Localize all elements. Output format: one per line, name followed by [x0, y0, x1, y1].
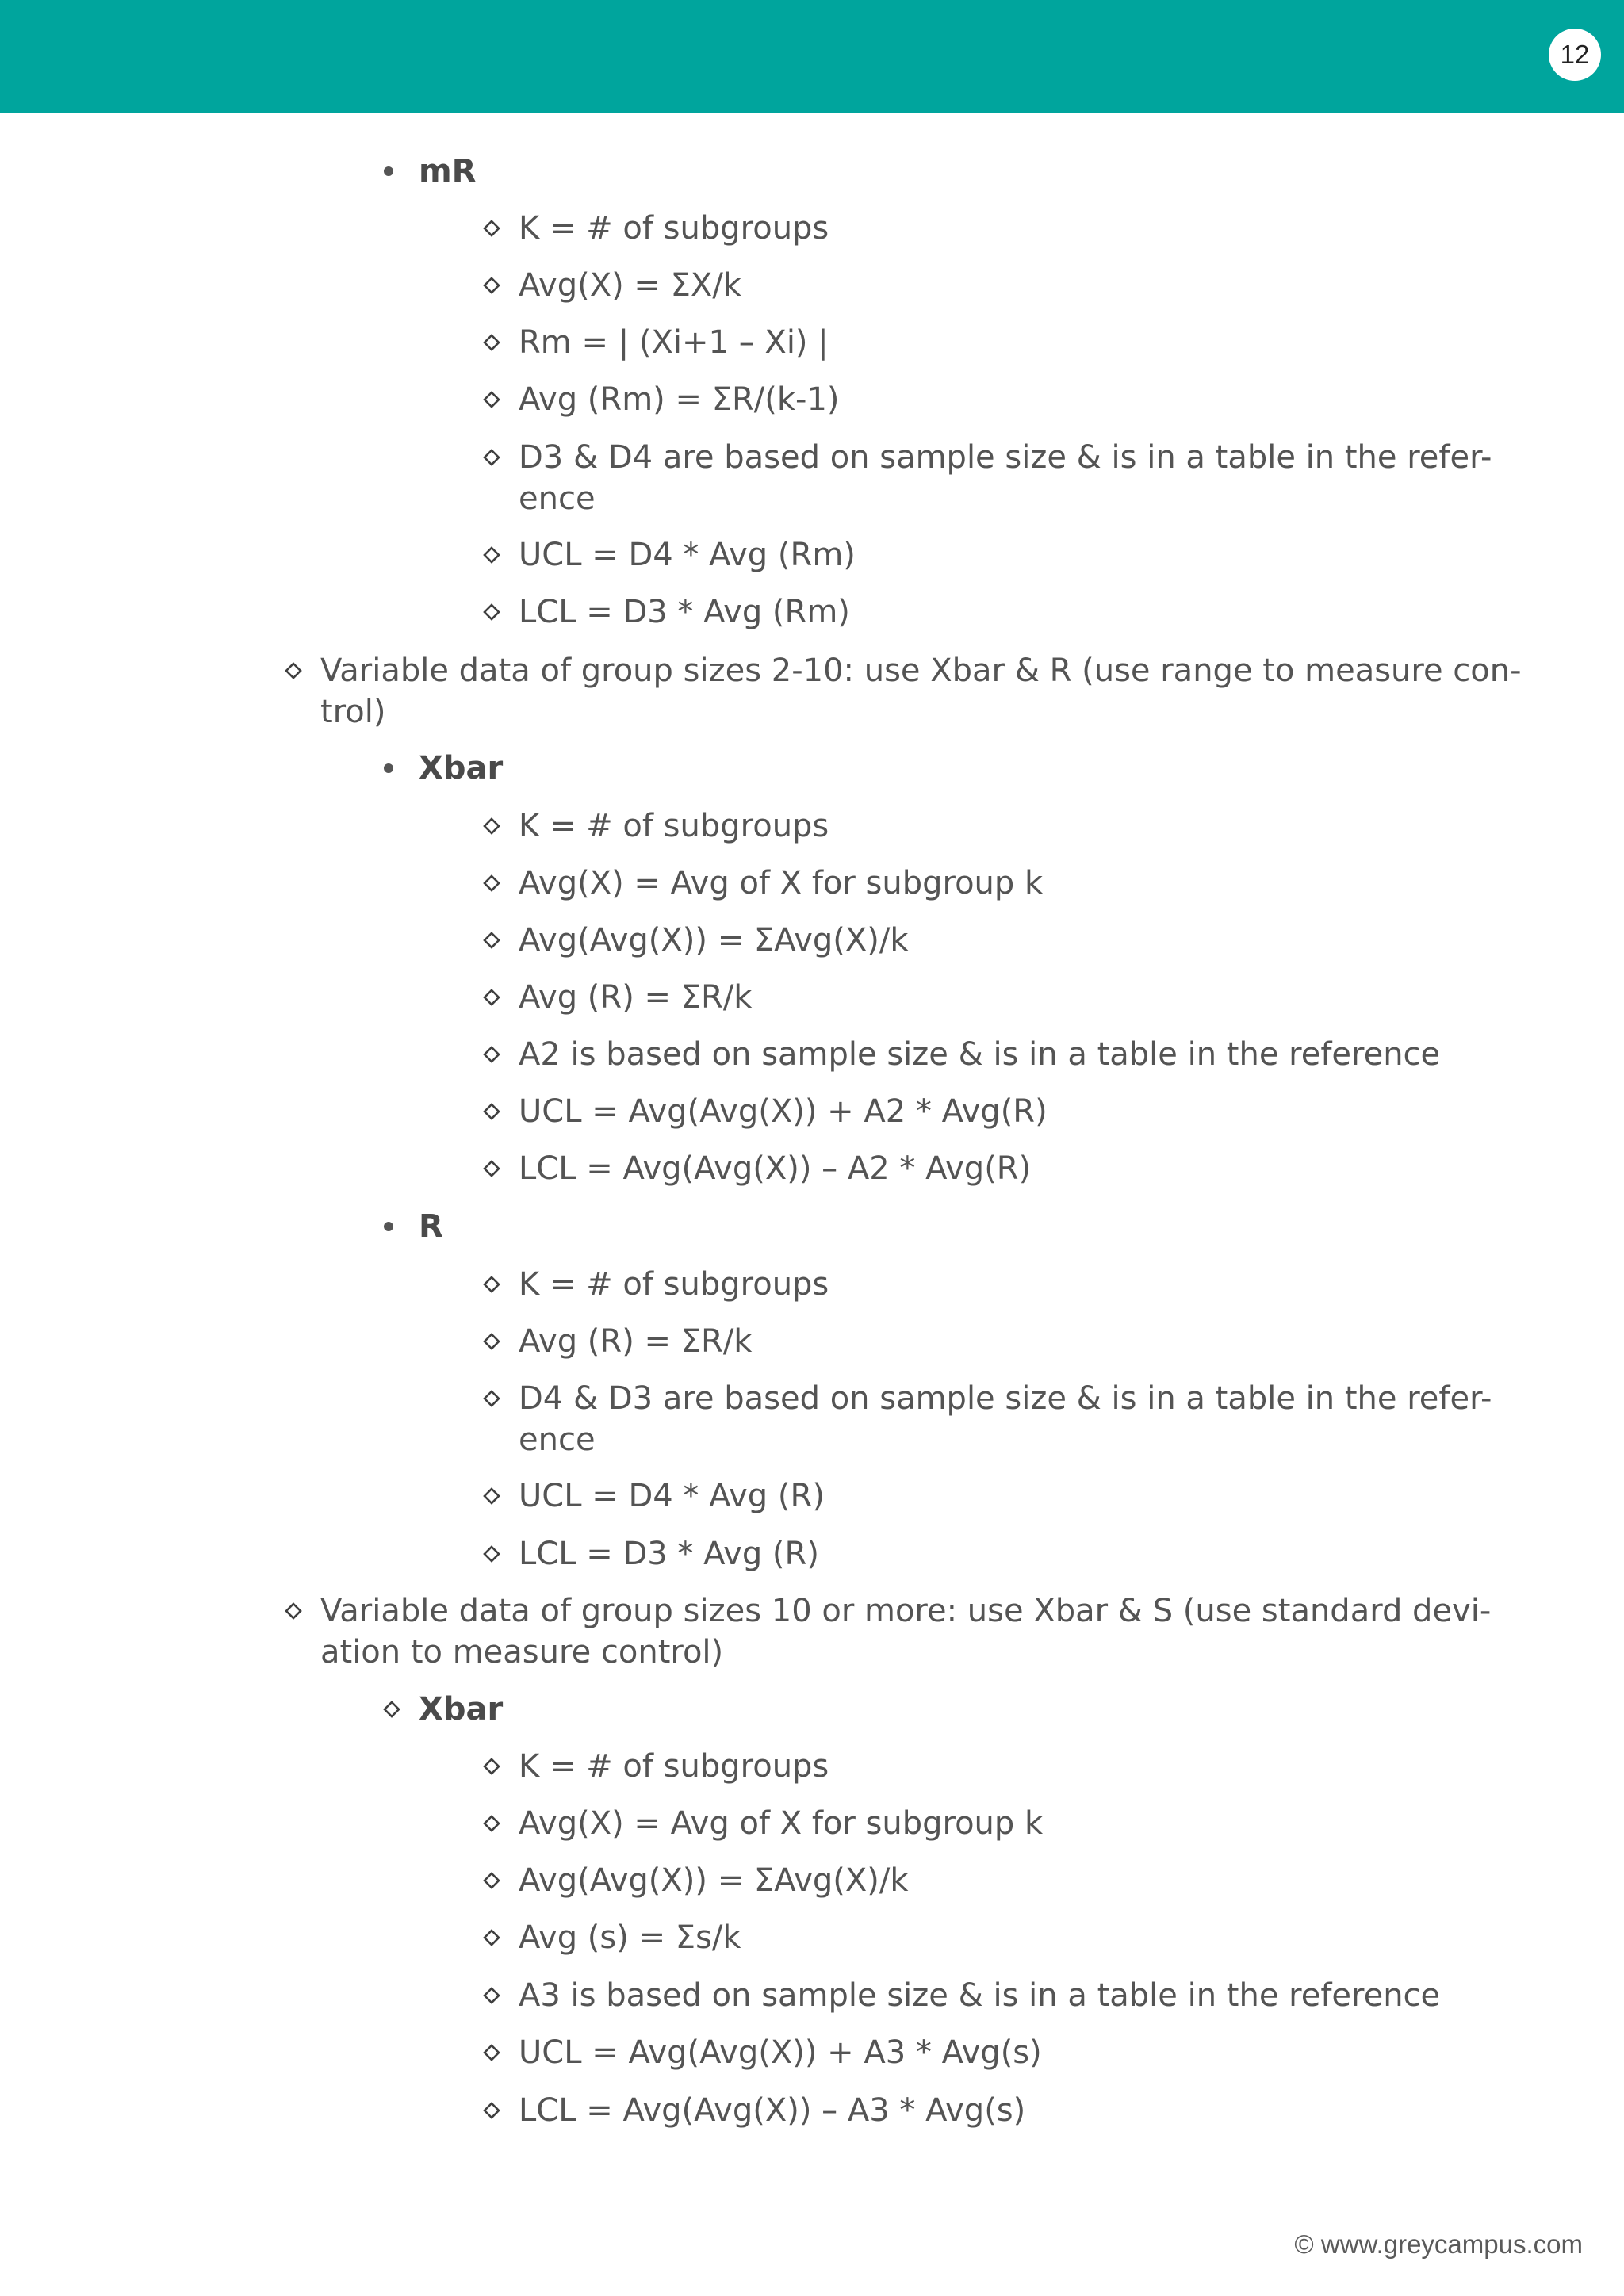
list-item-text: K = # of subgroups — [519, 1266, 829, 1303]
list-item — [519, 1321, 752, 1362]
list-item — [519, 863, 1043, 904]
footer-copyright: © www.greycampus.com — [1294, 2229, 1583, 2259]
list-item-text: LCL = Avg(Avg(X)) – A2 * Avg(R) — [519, 1150, 1032, 1187]
list-item — [519, 1378, 1492, 1460]
list-item — [519, 977, 752, 1018]
list-item-text: Xbar — [419, 1691, 504, 1728]
list-item-text: UCL = D4 * Avg (Rm) — [519, 537, 856, 573]
list-item-text: UCL = Avg(Avg(X)) + A2 * Avg(R) — [519, 1093, 1048, 1130]
diamond-bullet-icon — [476, 1803, 508, 1844]
list-item-text-continued: trol) — [320, 694, 386, 730]
page-number-badge: 12 — [1549, 29, 1601, 81]
diamond-bullet-icon — [476, 1321, 508, 1362]
list-item — [519, 920, 909, 961]
list-item — [519, 1148, 1031, 1189]
list-item — [519, 1264, 829, 1305]
list-item-text: K = # of subgroups — [519, 1748, 829, 1785]
list-item — [519, 379, 840, 420]
list-item-text-continued: ence — [519, 1422, 596, 1458]
list-item — [519, 1803, 1043, 1844]
diamond-bullet-icon — [476, 1860, 508, 1901]
list-item-text: Avg (Rm) = ΣR/(k-1) — [519, 381, 840, 418]
diamond-bullet-icon — [476, 1264, 508, 1305]
list-heading — [419, 748, 503, 789]
list-item-text: LCL = D3 * Avg (Rm) — [519, 594, 850, 630]
list-item — [320, 1590, 1491, 1673]
list-heading — [419, 1206, 443, 1247]
list-item-text: Xbar — [419, 750, 504, 786]
list-item — [519, 1475, 825, 1517]
list-item-text: Avg (s) = Σs/k — [519, 1919, 741, 1956]
list-item — [519, 1746, 829, 1787]
diamond-bullet-icon — [476, 265, 508, 306]
list-item — [519, 806, 829, 847]
diamond-bullet-icon — [278, 1590, 309, 1632]
list-item-text: K = # of subgroups — [519, 808, 829, 844]
list-item-text: Variable data of group sizes 10 or more: use Xbar & S (use standard devi- — [320, 1593, 1492, 1629]
diamond-bullet-icon — [476, 322, 508, 363]
list-item-text: LCL = Avg(Avg(X)) – A3 * Avg(s) — [519, 2092, 1026, 2129]
list-item-text: Avg(X) = Avg of X for subgroup k — [519, 1805, 1044, 1842]
diamond-bullet-icon — [476, 920, 508, 961]
diamond-bullet-icon — [476, 1533, 508, 1575]
list-item-text: R — [419, 1208, 443, 1245]
diamond-bullet-icon — [476, 591, 508, 633]
diamond-bullet-icon — [476, 1917, 508, 1958]
list-item-text: K = # of subgroups — [519, 210, 829, 247]
diamond-bullet-icon — [476, 2090, 508, 2131]
list-item — [519, 591, 850, 633]
list-item — [519, 1975, 1440, 2016]
list-item — [519, 1860, 909, 1901]
list-item-text-continued: ence — [519, 480, 596, 517]
list-item-text: LCL = D3 * Avg (R) — [519, 1536, 819, 1572]
list-item-text: Avg (R) = ΣR/k — [519, 979, 753, 1016]
diamond-bullet-icon — [476, 2032, 508, 2073]
diamond-bullet-icon — [476, 1475, 508, 1517]
list-item — [519, 322, 829, 363]
list-item — [519, 2032, 1042, 2073]
diamond-bullet-icon — [476, 437, 508, 478]
diamond-bullet-icon — [476, 1975, 508, 2016]
list-item — [519, 208, 829, 249]
list-item — [519, 2090, 1025, 2131]
list-item-text: Avg(X) = Avg of X for subgroup k — [519, 865, 1044, 901]
list-heading — [419, 1689, 503, 1730]
list-item-text: A3 is based on sample size & is in a table in the reference — [519, 1977, 1441, 2014]
diamond-bullet-icon — [476, 1148, 508, 1189]
list-item-text: Variable data of group sizes 2-10: use Xbar & R (use range to measure con- — [320, 652, 1522, 689]
list-item-text: Rm = | (Xi+1 – Xi) | — [519, 324, 829, 361]
list-item — [519, 437, 1492, 519]
list-item-text: Avg(X) = ΣX/k — [519, 267, 741, 304]
diamond-bullet-icon — [476, 208, 508, 249]
diamond-bullet-icon — [476, 1378, 508, 1419]
diamond-bullet-icon — [476, 1091, 508, 1132]
diamond-bullet-icon — [376, 1689, 408, 1730]
diamond-bullet-icon — [278, 650, 309, 691]
diamond-bullet-icon — [476, 534, 508, 576]
list-item — [519, 1091, 1048, 1132]
list-item — [519, 1034, 1440, 1075]
list-item-text: UCL = D4 * Avg (R) — [519, 1478, 825, 1514]
list-item-text: UCL = Avg(Avg(X)) + A3 * Avg(s) — [519, 2034, 1042, 2071]
list-item-text: mR — [419, 153, 477, 189]
list-item — [519, 534, 856, 576]
diamond-bullet-icon — [476, 863, 508, 904]
bullet-icon — [373, 748, 404, 789]
bullet-icon — [373, 1206, 404, 1247]
diamond-bullet-icon — [476, 1034, 508, 1075]
list-item-text: D4 & D3 are based on sample size & is in a table in the refer- — [519, 1380, 1492, 1417]
diamond-bullet-icon — [476, 379, 508, 420]
list-heading — [419, 151, 476, 192]
list-item — [519, 1917, 741, 1958]
list-item — [519, 1533, 819, 1575]
list-item-text: Avg(Avg(X)) = ΣAvg(X)/k — [519, 922, 909, 959]
list-item-text: A2 is based on sample size & is in a table in the reference — [519, 1036, 1441, 1073]
list-item-text: D3 & D4 are based on sample size & is in a table in the refer- — [519, 439, 1492, 476]
diamond-bullet-icon — [476, 977, 508, 1018]
diamond-bullet-icon — [476, 1746, 508, 1787]
list-item-text: Avg(Avg(X)) = ΣAvg(X)/k — [519, 1862, 909, 1899]
list-item — [519, 265, 741, 306]
list-item — [320, 650, 1522, 733]
list-item-text: Avg (R) = ΣR/k — [519, 1323, 753, 1360]
diamond-bullet-icon — [476, 806, 508, 847]
bullet-icon — [373, 151, 404, 192]
header-bar — [0, 0, 1624, 113]
list-item-text-continued: ation to measure control) — [320, 1634, 724, 1670]
